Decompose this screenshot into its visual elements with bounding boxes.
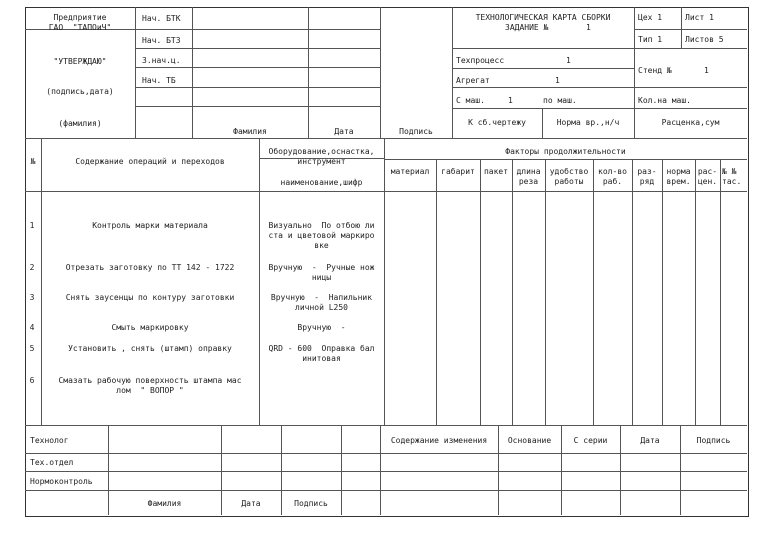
from-machine-value: 1 [508,96,513,105]
v-line [341,425,342,515]
v-line [681,7,682,48]
signature-date-label: (подпись,дата) [46,87,114,96]
v-line [480,159,481,425]
aggregate-value: 1 [555,76,560,85]
op-equipment: ста и цветовой маркиро [268,231,375,240]
v-line [135,7,136,138]
h-line [634,29,747,30]
machine-count-label: Кол.на маш. [638,96,691,105]
footer-col-date: Дата [241,499,261,508]
factor-header: материал [390,167,430,176]
time-norm-label: Норма вр.,н/ч [556,118,620,127]
h-line [135,48,380,49]
factor-header: № № [722,167,737,176]
op-equipment: Вручную - Ручные нож [268,263,375,272]
v-line [632,159,633,425]
factor-header: норма [666,167,691,176]
tech-process-label: Техпроцесс [456,56,505,65]
enterprise-name: ГАО "ТАПОиЧ" [48,23,112,32]
v-line [695,159,696,425]
op-equipment: личной L250 [295,303,348,312]
op-number: 3 [29,293,35,302]
tech-process-value: 1 [566,56,571,65]
col-signature: Подпись [399,127,433,136]
h-line [25,425,747,426]
op-description: лом " ВОПОР " [116,386,184,395]
stand-value: 1 [704,66,709,75]
v-line [436,159,437,425]
h-line [135,87,380,88]
op-number: 5 [29,344,35,353]
card-title: ТЕХНОЛОГИЧЕСКАЯ КАРТА СБОРКИ [475,13,611,22]
change-signature-header: Подпись [696,436,731,445]
change-date-header: Дата [640,436,660,445]
approve-label: "УТВЕРЖДАЮ" [53,57,107,66]
op-description: Смыть маркировку [111,323,189,332]
op-description: Смазать рабочую поверхность штампа мас [58,376,242,385]
v-line [308,7,309,138]
approval-role: Нач. ТБ [142,76,176,85]
h-line [384,159,747,160]
factor-header: рас- [697,167,718,176]
op-description: Отрезать заготовку по ТТ 142 - 1722 [65,263,235,272]
op-number: 4 [29,323,35,332]
h-line [135,67,380,68]
op-description: Снять заусенцы по контуру заготовки [65,293,235,302]
op-equipment: Визуально По отбою ли [268,221,375,230]
shop-label: Цех 1 [638,13,663,22]
type-label: Тип 1 [638,35,663,44]
change-content-header: Содержание изменения [390,436,488,445]
h-line [135,29,380,30]
sheets-label: Листов 5 [685,35,724,44]
footer-role: Тех.отдел [30,458,74,467]
h-line [25,490,747,491]
factor-header: ряд [639,177,655,186]
v-line [720,159,721,425]
factor-header: раб. [602,177,623,186]
v-line [384,138,385,425]
v-line [192,7,193,138]
op-equipment: Вручную - [297,323,346,332]
approval-role: З.нач.ц. [142,56,181,65]
assembly-drawing-label: К сб.чертежу [468,118,526,127]
op-equipment: ницы [311,273,332,282]
h-line [25,471,747,472]
op-description: Установить , снять (штамп) оправку [68,344,232,353]
col-surname: Фамилия [233,127,267,136]
task-label: ЗАДАНИЕ № [505,23,549,32]
op-description: Контроль марки материала [92,221,208,230]
h-line [452,108,747,109]
task-number: 1 [586,23,591,32]
footer-role: Технолог [30,436,69,445]
col-number-header: № [30,157,36,166]
factor-header: цен. [697,177,718,186]
h-line [25,191,747,192]
change-basis-header: Основание [507,436,552,445]
factor-header: реза [518,177,539,186]
v-line [593,159,594,425]
factor-header: работы [554,177,584,186]
col-equipment-header: Оборудование,оснастка, [268,147,375,156]
footer-role: Нормоконтроль [30,477,93,486]
factor-header: длина [516,167,541,176]
factor-header: кол-во [598,167,627,176]
from-machine-label: С маш. [456,96,485,105]
op-equipment: QRD - 600 Оправка бал [268,344,375,353]
approval-role: Нач. БТЗ [142,36,181,45]
to-machine-label: по маш. [543,96,577,105]
factor-header: пакет [483,167,509,176]
op-equipment: инитовая [302,354,341,363]
h-line [25,453,747,454]
factor-header: врем. [666,177,691,186]
factor-header: удобство [549,167,589,176]
v-line [512,159,513,425]
col-date: Дата [334,127,354,136]
col-equipment-sub: наименование,шифр [280,178,363,187]
h-line [135,106,380,107]
factor-header: тас. [722,177,742,186]
op-number: 6 [29,376,35,385]
op-equipment: вке [314,241,329,250]
col-operations-header: Содержание операций и переходов [75,157,225,166]
op-number: 1 [29,221,35,230]
stand-label: Стенд № [638,66,672,75]
h-line [25,138,747,139]
factor-header: габарит [441,167,475,176]
col-equipment-header: инструмент [297,157,346,166]
v-line [380,7,381,138]
factor-header: раз- [637,167,657,176]
enterprise-label: Предприятие [53,13,107,22]
op-equipment: Вручную - Напильник [270,293,373,302]
change-from-series-header: С серии [573,436,608,445]
footer-col-signature: Подпись [294,499,328,508]
h-line [452,87,747,88]
op-number: 2 [29,263,35,272]
h-line [452,68,634,69]
h-line [452,48,747,49]
rate-label: Расценка,сум [661,118,720,127]
approval-role: Нач. БТК [142,14,181,23]
footer-col-surname: Фамилия [147,499,182,508]
duration-factors-header: Факторы продолжительности [505,147,626,156]
sheet-label: Лист 1 [685,13,714,22]
aggregate-label: Агрегат [456,76,490,85]
v-line [662,159,663,425]
surname-label: (фамилия) [58,119,102,128]
v-line [545,159,546,425]
